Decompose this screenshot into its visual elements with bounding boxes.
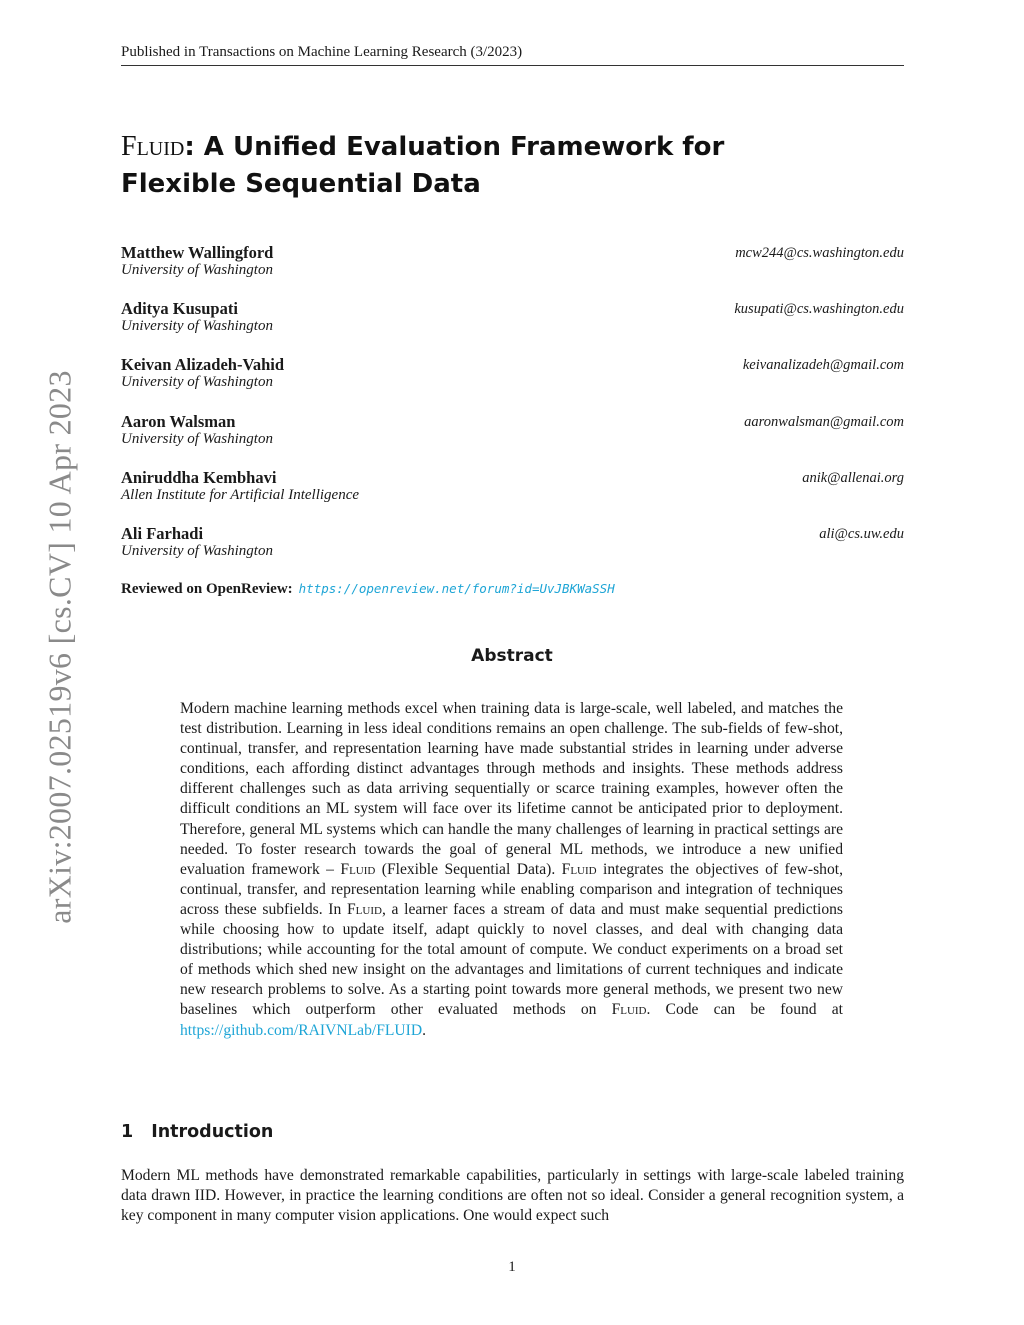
- author-block: [121, 243, 904, 283]
- abstract-part: Modern machine learning methods excel when training data is large-scale, well labeled, and matches the test distribution. Learning in less ideal conditions remains an open challenge. The sub-fields of few-shot, continual, transfer, and representation learning have made substantial strides in learning under adverse conditions, each affording distinct advantages through methods and insights. These methods address different challenges such as data arriving sequentially or scarce training examples, however often the difficult conditions an ML system will face over its lifetime cannot be anticipated prior to deployment. Therefore, general ML systems which can handle the many challenges of learning in practical settings are needed. To foster research towards the goal of general ML methods, we introduce a new unified evaluation framework –: [180, 700, 843, 878]
- author-affiliation: University of Washington: [121, 543, 273, 559]
- author-affiliation: University of Washington: [121, 318, 273, 334]
- author-name: Aditya Kusupati: [121, 299, 238, 318]
- author-block: [121, 355, 904, 395]
- author-affiliation: Allen Institute for Artificial Intelligence: [121, 487, 360, 503]
- section-title: Introduction: [151, 1122, 274, 1142]
- section-heading: [121, 1122, 273, 1142]
- author-affiliation: University of Washington: [121, 374, 273, 390]
- abstract-part: (Flexible Sequential Data).: [375, 860, 562, 878]
- abstract-part: . Code can be found at: [646, 1001, 843, 1019]
- author-name: Aniruddha Kembhavi: [121, 468, 277, 487]
- fluid-term: Fluid: [561, 860, 597, 878]
- title-fluid: Fluid: [121, 131, 185, 162]
- author-email[interactable]: anik@allenai.org: [802, 470, 904, 486]
- author-block: [121, 412, 904, 452]
- title-line2: Flexible Sequential Data: [121, 169, 481, 199]
- intro-paragraph: Modern ML methods have demonstrated remarkable capabilities, particularly in settings with large-scale labeled training data drawn IID. However, in practice the learning conditions are often not so ideal. Consider a general recognition system, a key component in many computer vision applications. One would expect such: [121, 1167, 904, 1225]
- abstract-text: [180, 699, 843, 1041]
- abstract-part: , a learner faces a stream of data and must make sequential predictions while choosing how to update itself, adapt quickly to novel classes, and deal with changing data distributions; while accounting for the total amount of compute. We conduct experiments on a broad set of methods which shed new insight on the advantages and limitations of current techniques and indicate new research problems to solve. As a starting point towards more general methods, we present two new baselines which outperform other evaluated methods on: [180, 900, 843, 1019]
- fluid-term: Fluid: [611, 1001, 647, 1019]
- fluid-term: Fluid: [340, 860, 376, 878]
- author-affiliation: University of Washington: [121, 431, 273, 447]
- title-line1: : A Unified Evaluation Framework for: [184, 132, 725, 162]
- author-email[interactable]: ali@cs.uw.edu: [819, 526, 904, 542]
- arxiv-stamp: arXiv:2007.02519v6 [cs.CV] 10 Apr 2023: [41, 370, 78, 924]
- abstract-heading: Abstract: [471, 646, 553, 666]
- author-name: Aaron Walsman: [121, 412, 236, 431]
- author-name: Keivan Alizadeh-Vahid: [121, 355, 285, 374]
- author-affiliation: University of Washington: [121, 262, 273, 278]
- author-email[interactable]: aaronwalsman@gmail.com: [744, 414, 904, 430]
- fluid-term: Fluid: [347, 900, 382, 918]
- reviewed-label: Reviewed on OpenReview:: [121, 581, 293, 597]
- author-name: Ali Farhadi: [121, 524, 204, 543]
- author-email[interactable]: kusupati@cs.washington.edu: [734, 301, 904, 317]
- section-number: 1: [121, 1122, 134, 1142]
- author-email[interactable]: mcw244@cs.washington.edu: [735, 245, 904, 261]
- reviewed-line: [121, 581, 615, 598]
- author-block: [121, 299, 904, 339]
- openreview-link[interactable]: https://openreview.net/forum?id=UvJBKWaSSH: [298, 581, 615, 596]
- author-email[interactable]: keivanalizadeh@gmail.com: [742, 357, 904, 373]
- page-number: 1: [508, 1259, 516, 1275]
- abstract-part: integrates the objectives of few-shot, continual, transfer, and representation learning while enabling comparison and integration of techniques across these subfields. In: [180, 860, 843, 918]
- paper-title: [121, 128, 881, 203]
- running-header: Published in Transactions on Machine Learning Research (3/2023): [121, 44, 904, 66]
- author-block: [121, 468, 904, 508]
- author-name: Matthew Wallingford: [121, 243, 274, 262]
- author-block: [121, 524, 904, 564]
- abstract-part: .: [422, 1021, 427, 1039]
- github-link[interactable]: https://github.com/RAIVNLab/FLUID: [180, 1021, 423, 1039]
